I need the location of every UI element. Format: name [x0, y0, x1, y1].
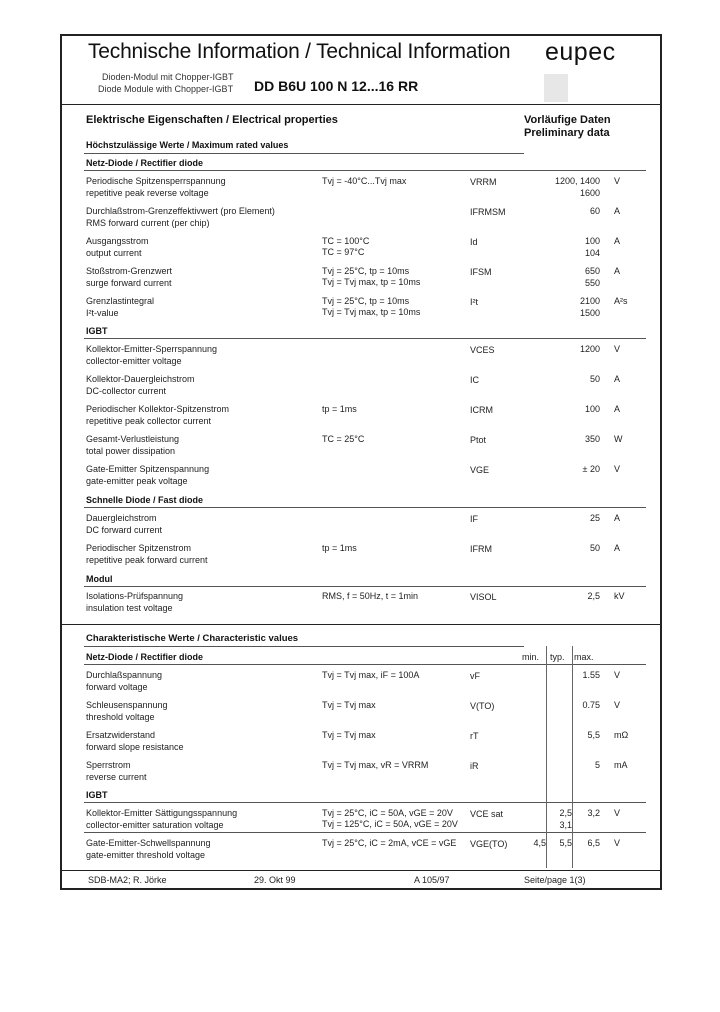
col-min-header: min.: [522, 652, 540, 662]
param-name-de: Kollektor-Emitter Sättigungsspannung: [86, 808, 238, 818]
symbol: VRRM: [470, 177, 497, 187]
param-name-en: repetitive peak collector current: [86, 416, 212, 426]
preliminary-de: Vorläufige Daten: [524, 114, 611, 126]
param-name-de: Gesamt-Verlustleistung: [86, 434, 180, 444]
unit: V: [614, 464, 621, 474]
symbol: V(TO): [470, 701, 495, 711]
symbol: iR: [470, 761, 479, 771]
unit: A: [614, 404, 621, 414]
param-name-en: RMS forward current (per chip): [86, 218, 210, 228]
footer-date: 29. Okt 99: [254, 875, 296, 885]
param-name-de: Periodischer Kollektor-Spitzenstrom: [86, 404, 230, 414]
param-name-de: Schleusenspannung: [86, 700, 168, 710]
param-name-de: Isolations-Prüfspannung: [86, 591, 184, 601]
characteristic-row: [62, 838, 660, 864]
param-name-de: Periodischer Spitzenstrom: [86, 543, 192, 553]
param-name-de: Durchlaßspannung: [86, 670, 163, 680]
subtitle-en: Diode Module with Chopper-IGBT: [98, 84, 234, 94]
max-rated-row: [62, 434, 660, 460]
max-rated-row: [62, 464, 660, 490]
param-name-en: DC forward current: [86, 525, 163, 535]
max-rated-row: [62, 404, 660, 430]
unit: kV: [614, 591, 625, 601]
condition-2: Tvj = 125°C, iC = 50A, vGE = 20V: [322, 819, 458, 829]
value: 25: [589, 513, 600, 523]
param-name-en: surge forward current: [86, 278, 172, 288]
symbol: VCE sat: [470, 809, 504, 819]
value: 2100: [579, 296, 600, 306]
unit: mA: [614, 760, 628, 770]
max-rated-row: [62, 543, 660, 569]
symbol: vF: [470, 671, 480, 681]
condition: Tvj = Tvj max, vR = VRRM: [322, 760, 429, 770]
max-rated-row: [62, 591, 660, 617]
footer-page: Seite/page 1(3): [524, 875, 586, 885]
section-electrical-title: Elektrische Eigenschaften / Electrical properties: [86, 114, 338, 126]
symbol: IC: [470, 375, 479, 385]
max-rated-row: [62, 374, 660, 400]
unit: V: [614, 344, 621, 354]
value-2: 1600: [579, 188, 600, 198]
value: 2,5: [587, 591, 600, 601]
characteristic-row: [62, 700, 660, 726]
char-group-igbt: IGBT: [86, 790, 108, 800]
preliminary-en: Preliminary data: [524, 127, 610, 139]
symbol: ICRM: [470, 405, 493, 415]
unit: A: [614, 543, 621, 553]
group-divider: [84, 170, 646, 171]
param-name-en: total power dissipation: [86, 446, 176, 456]
param-name-de: Stoßstrom-Grenzwert: [86, 266, 173, 276]
value: 1200: [579, 344, 600, 354]
characteristic-row: [62, 670, 660, 696]
section-subdivider: [84, 646, 524, 647]
group-rectifier-diode: Netz-Diode / Rectifier diode: [86, 158, 204, 168]
param-name-en: repetitive peak forward current: [86, 555, 208, 565]
param-name-de: Kollektor-Emitter-Sperrspannung: [86, 344, 218, 354]
unit: A: [614, 266, 621, 276]
value-2: 1500: [579, 308, 600, 318]
param-name-de: Sperrstrom: [86, 760, 131, 770]
unit: V: [614, 838, 621, 848]
value: 60: [589, 206, 600, 216]
condition-2: TC = 97°C: [322, 247, 365, 257]
param-name-en: output current: [86, 248, 142, 258]
subtitle-divider: [84, 153, 524, 154]
characteristic-row: [62, 760, 660, 786]
value: 650: [584, 266, 600, 276]
symbol: Id: [470, 237, 478, 247]
condition: tp = 1ms: [322, 543, 357, 553]
max-rated-row: [62, 176, 660, 202]
unit: A: [614, 513, 621, 523]
max-value: 3,2: [587, 808, 600, 818]
param-name-de: Durchlaßstrom-Grenzeffektivwert (pro Element): [86, 206, 275, 216]
param-name-en: forward slope resistance: [86, 742, 184, 752]
eupec-logo: eupec: [545, 38, 616, 66]
col-max-header: max.: [574, 652, 594, 662]
value-2: 550: [584, 278, 600, 288]
condition: TC = 25°C: [322, 434, 365, 444]
symbol: VGE: [470, 465, 490, 475]
unit: A²s: [614, 296, 628, 306]
condition: Tvj = Tvj max: [322, 700, 376, 710]
symbol: rT: [470, 731, 479, 741]
value: 350: [584, 434, 600, 444]
symbol: IFSM: [470, 267, 492, 277]
condition: Tvj = 25°C, tp = 10ms: [322, 296, 410, 306]
param-name-en: DC-collector current: [86, 386, 167, 396]
max-rated-row: [62, 296, 660, 322]
param-name-de: Grenzlastintegral: [86, 296, 155, 306]
group-divider: [84, 586, 646, 587]
max-value: 6,5: [587, 838, 600, 848]
param-name-en: collector-emitter voltage: [86, 356, 182, 366]
symbol: IF: [470, 514, 478, 524]
condition: RMS, f = 50Hz, t = 1min: [322, 591, 419, 601]
group-divider: [84, 664, 646, 665]
param-name-en: gate-emitter peak voltage: [86, 476, 188, 486]
unit: V: [614, 670, 621, 680]
condition: Tvj = Tvj max: [322, 730, 376, 740]
condition-2: Tvj = Tvj max, tp = 10ms: [322, 307, 421, 317]
unit: A: [614, 206, 621, 216]
symbol: VCES: [470, 345, 495, 355]
param-name-en: repetitive peak reverse voltage: [86, 188, 209, 198]
footer-divider: [62, 870, 660, 871]
characteristic-row: [62, 730, 660, 756]
unit: V: [614, 176, 621, 186]
datasheet-page: [60, 34, 662, 890]
condition: Tvj = 25°C, tp = 10ms: [322, 266, 410, 276]
max-value: 0.75: [582, 700, 600, 710]
param-name-de: Gate-Emitter-Schwellspannung: [86, 838, 211, 848]
param-name-de: Dauergleichstrom: [86, 513, 157, 523]
unit: A: [614, 236, 621, 246]
param-name-de: Ausgangsstrom: [86, 236, 149, 246]
param-name-en: insulation test voltage: [86, 603, 173, 613]
value: 100: [584, 236, 600, 246]
param-name-en: gate-emitter threshold voltage: [86, 850, 206, 860]
characteristic-row: [62, 808, 660, 834]
symbol: IFRM: [470, 544, 492, 554]
max-rated-row: [62, 344, 660, 370]
char-group-rectifier: Netz-Diode / Rectifier diode: [86, 652, 204, 662]
param-name-de: Kollektor-Dauergleichstrom: [86, 374, 195, 384]
param-name-de: Periodische Spitzensperrspannung: [86, 176, 226, 186]
unit: A: [614, 374, 621, 384]
unit: V: [614, 700, 621, 710]
header-divider: [62, 104, 660, 105]
param-name-en: reverse current: [86, 772, 147, 782]
value: 100: [584, 404, 600, 414]
max-rated-row: [62, 206, 660, 232]
param-name-en: collector-emitter saturation voltage: [86, 820, 224, 830]
symbol: IFRMSM: [470, 207, 506, 217]
symbol: I²t: [470, 297, 478, 307]
max-rated-row: [62, 266, 660, 292]
param-name-en: I²t-value: [86, 308, 119, 318]
symbol: Ptot: [470, 435, 487, 445]
group-divider: [84, 338, 646, 339]
col-typ-header: typ.: [550, 652, 565, 662]
group-fast-diode: Schnelle Diode / Fast diode: [86, 495, 204, 505]
unit: mΩ: [614, 730, 629, 740]
group-divider: [84, 507, 646, 508]
condition: Tvj = Tvj max, iF = 100A: [322, 670, 420, 680]
section-divider: [62, 624, 660, 625]
max-value: 5: [594, 760, 600, 770]
typ-value-2: 3,1: [559, 820, 572, 830]
value-2: 104: [584, 248, 600, 258]
max-value: 1.55: [582, 670, 600, 680]
param-name-en: forward voltage: [86, 682, 148, 692]
condition: tp = 1ms: [322, 404, 357, 414]
condition: Tvj = -40°C...Tvj max: [322, 176, 407, 186]
group-igbt: IGBT: [86, 326, 108, 336]
param-name-de: Gate-Emitter Spitzenspannung: [86, 464, 210, 474]
max-rated-row: [62, 236, 660, 262]
subtitle-de: Dioden-Modul mit Chopper-IGBT: [102, 72, 234, 82]
typ-value: 5,5: [559, 838, 572, 848]
symbol: VISOL: [470, 592, 497, 602]
condition: Tvj = 25°C, iC = 50A, vGE = 20V: [322, 808, 453, 818]
symbol: VGE(TO): [470, 839, 508, 849]
condition: Tvj = 25°C, iC = 2mA, vCE = vGE: [322, 838, 457, 848]
footer-doc-number: A 105/97: [414, 875, 450, 885]
param-name-en: threshold voltage: [86, 712, 155, 722]
section-characteristic-title: Charakteristische Werte / Characteristic values: [86, 633, 299, 644]
value: 1200, 1400: [554, 176, 600, 186]
param-name-de: Ersatzwiderstand: [86, 730, 156, 740]
max-value: 5,5: [587, 730, 600, 740]
model-number: DD B6U 100 N 12...16 RR: [254, 78, 419, 94]
min-value: 4,5: [533, 838, 546, 848]
value: 50: [589, 374, 600, 384]
max-rated-subtitle: Höchstzulässige Werte / Maximum rated values: [86, 140, 289, 150]
value: 50: [589, 543, 600, 553]
group-module: Modul: [86, 574, 113, 584]
condition: TC = 100°C: [322, 236, 370, 246]
value: ± 20: [582, 464, 600, 474]
grey-placeholder-box: [544, 74, 568, 102]
page-title: Technische Information / Technical Information: [88, 40, 511, 63]
group-divider: [84, 802, 646, 803]
unit: V: [614, 808, 621, 818]
condition-2: Tvj = Tvj max, tp = 10ms: [322, 277, 421, 287]
max-rated-row: [62, 513, 660, 539]
footer-author: SDB-MA2; R. Jörke: [88, 875, 167, 885]
unit: W: [614, 434, 623, 444]
typ-value: 2,5: [559, 808, 572, 818]
